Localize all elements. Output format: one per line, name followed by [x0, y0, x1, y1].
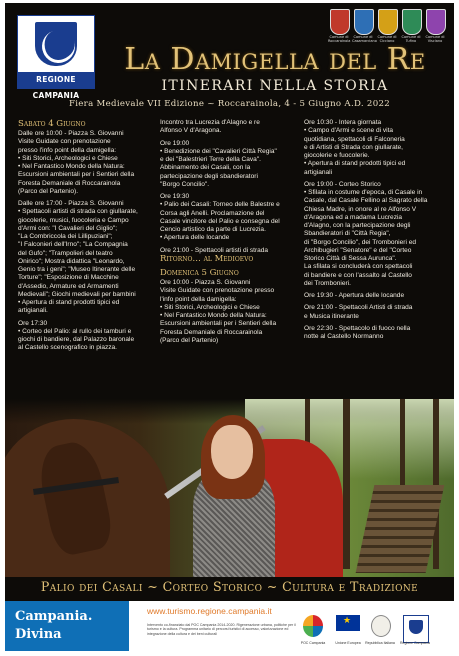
italian-republic-emblem-icon — [371, 615, 391, 637]
schedule-line: • Sfilata in costume d'epoca, di Casale in — [304, 189, 423, 196]
schedule-line: Abbinamento dei Casali, con la — [160, 164, 251, 172]
tourism-url-link[interactable]: www.turismo.regione.campania.it — [147, 606, 272, 616]
schedule-line: Archibugieri "Senatore" e del "Corteo — [304, 246, 412, 254]
schedule-line: Ore 19:00 - Corteo Storico — [304, 180, 381, 188]
campania-divina-logo — [5, 601, 129, 651]
footer-logo-caption: Regione Campania — [400, 641, 430, 645]
schedule-line: Sbandieratori di "Città Regia", — [304, 230, 391, 238]
campania-logo-line1: Campania. — [15, 609, 93, 624]
schedule-line: artigianali. — [18, 307, 48, 315]
schedule-line: di "Borgo Concilio", dei Trombonieri ed — [304, 238, 417, 246]
schedule-line: • Campo d'Armi e scene di vita — [304, 127, 394, 135]
day-heading-saturday: Sabato 4 Giugno — [18, 119, 86, 129]
schedule-line: • Spettacoli artisti di strada con giullarate, — [18, 208, 138, 216]
schedule-line: Foresta Demaniale di Roccarainola — [160, 328, 263, 336]
poster-subtitle: ITINERARI NELLA STORIA — [161, 78, 389, 94]
schedule-block — [160, 119, 296, 136]
poster-title: La Damigella del Re — [124, 42, 426, 77]
tree-trunk — [433, 399, 439, 569]
schedule-line: Casale vincitore del Palio e consegna del — [160, 217, 280, 225]
schedule-line: giocolerie e fuocolerie. — [304, 152, 370, 159]
schedule-line: Visite Guidate con prenotazione presso — [160, 287, 275, 295]
schedule-line: • Corteo del Palio: al rullo dei tamburi e — [18, 327, 132, 335]
municipal-crests — [328, 9, 450, 43]
schedule-line: giocolerie, musici, fuocoleria e Campo — [18, 216, 129, 224]
schedule-line: Ore 10:30 - Intera giornata — [304, 119, 382, 126]
schedule-line: Genio tra i geni"; "Museo Itinerante delle — [18, 266, 136, 273]
schedule-line: • Nel Fantastico Mondo della Natura: — [160, 312, 267, 319]
schedule-line: • Apertura di stand prodotti tipici ed — [18, 299, 120, 306]
schedule-line: • Apertura delle locande — [160, 234, 230, 242]
schedule-line: Ore 19:30 - Apertura delle locande — [304, 292, 405, 299]
schedule-line: del Gufo"; "Trampolieri del teatro — [18, 249, 113, 257]
damsel-on-horse-photo — [5, 399, 454, 577]
schedule-line: e di Artisti di Strada con giullarate, — [304, 143, 403, 151]
schedule-line: e dei "Balestrieri Terre della Cava". — [160, 156, 261, 163]
schedule-block — [160, 193, 296, 243]
regione-campania-logo — [17, 15, 95, 100]
program-column-2 — [160, 119, 296, 349]
schedule-line: Casale, dal Casale Fellino al Sagrato della — [304, 197, 428, 205]
schedule-block — [18, 320, 153, 353]
schedule-line: notte al Castello Normanno — [304, 333, 384, 340]
schedule-line: e Musica itinerante — [304, 312, 359, 320]
schedule-block — [304, 325, 444, 342]
event-dates-line: Fiera Medievale VII Edizione ~ Roccarainola, 4 - 5 Giugno A.D. 2022 — [68, 99, 390, 109]
schedule-line: presso l'info point della damigella: — [18, 146, 117, 154]
schedule-line: Ore 10:00 - Piazza S. Giovanni — [160, 279, 251, 286]
schedule-line: Chiesa Madre, in onore al re Alfonso V — [304, 205, 417, 213]
stone-stairs — [356, 485, 445, 573]
schedule-block — [18, 130, 153, 196]
crest-caption: Comune di Visciano — [425, 35, 445, 43]
shield-icon — [35, 22, 77, 66]
poster-tagline: Palio dei Casali ~ Corteo Storico ~ Cultura e Tradizione — [40, 579, 419, 594]
tree-trunk — [343, 399, 350, 569]
footer-logo-caption: Unione Europea — [335, 641, 361, 645]
schedule-line: l'info point della damigella: — [160, 295, 237, 303]
schedule-line: "La Combriccola dei Lillipuziani"; — [18, 233, 113, 240]
poster — [5, 3, 454, 651]
municipal-crest-icon — [426, 9, 446, 35]
schedule-block — [304, 181, 444, 288]
schedule-line: d'Aragona ed a madama Lucrezia — [304, 213, 403, 221]
schedule-line: Alfonso V d'Aragona. — [160, 127, 222, 135]
funding-notice: Intervento co-finanziato dal POC Campania 2014-2020. Rigenerazione urbana, politiche per il turismo e la cultura. Programma unitario di percorsi turistici di accesso, valorizzazione ed integrazione della cultura e dei beni culturali — [147, 623, 296, 636]
schedule-line: • Siti Storici, Archeologici e Chiese — [160, 303, 260, 311]
eu-flag-icon — [336, 615, 360, 631]
sunday-morning-schedule — [160, 279, 296, 345]
campania-logo-line2: Divina — [15, 627, 62, 642]
crest-caption: Comune di Roccarainola — [328, 35, 351, 43]
schedule-line: Ore 22:30 - Spettacolo di fuoco nella — [304, 324, 411, 332]
schedule-line: Medievali"; Giochi medievali per bambini — [18, 290, 136, 298]
schedule-line: • Nel Fantastico Mondo della Natura: — [18, 163, 125, 170]
schedule-line: • Apertura di stand prodotti tipici ed — [304, 160, 406, 168]
schedule-line: Cencio artistico da parte di Lucrezia. — [160, 226, 266, 233]
schedule-line: Dalle ore 17:00 - Piazza S. Giovanni — [18, 200, 124, 207]
schedule-line: Onirico"; Mostra didattica "Leonardo, — [18, 257, 125, 265]
saturday-schedule — [18, 130, 153, 353]
schedule-line: artigianali — [304, 168, 333, 176]
schedule-line: Corsa agli Anelli. Proclamazione del — [160, 209, 265, 217]
sunday-schedule — [304, 119, 444, 341]
schedule-line: di bandiere e con l'assalto al Castello — [304, 271, 412, 279]
schedule-line: Ore 19:30 — [160, 193, 190, 200]
schedule-line: Ore 19:00 — [160, 139, 190, 147]
schedule-line: • Benedizione dei "Cavalieri Città Regia" — [160, 147, 277, 155]
crest-caption: Comune di Tufino — [401, 35, 421, 43]
municipal-crest-icon — [354, 9, 374, 35]
crest-caption: Comune di Cicciano — [377, 35, 397, 43]
schedule-line: "I Falconieri dell'Irno"; "La Compagnia — [18, 241, 128, 249]
damsel-face — [211, 425, 253, 479]
evening-show-block — [160, 247, 296, 265]
evening-show-label: Ore 21:00 - Spettacoli artisti di strada — [160, 246, 269, 254]
footer-logo-caption: Repubblica Italiana — [365, 641, 395, 645]
saturday-evening-schedule — [160, 119, 296, 243]
municipal-crest-icon — [378, 9, 398, 35]
schedule-line: Escursioni ambientali per i Sentieri della — [160, 320, 277, 328]
schedule-line: La sfilata si concluderà con spettacoli — [304, 263, 413, 271]
schedule-line: "Borgo Concilio". — [160, 180, 210, 188]
schedule-line: d'Armi con: "I Cavalieri del Giglio"; — [18, 224, 118, 232]
schedule-block — [18, 200, 153, 316]
day-heading-sunday: Domenica 5 Giugno — [160, 268, 239, 278]
schedule-line: Incontro tra Lucrezia d'Alagno e re — [160, 119, 260, 126]
footer-logo-caption: POC Campania — [300, 641, 326, 645]
schedule-line: al Castello scenografico in piazza. — [18, 344, 117, 352]
crest-caption: Comune di Casamarciano — [352, 35, 377, 43]
schedule-line: (Parco del Partenio) — [160, 336, 219, 344]
sponsor-footer — [5, 601, 454, 651]
schedule-line: • Siti Storici, Archeologici e Chiese — [18, 154, 118, 162]
schedule-line: Storico Città di Sessa Aurunca". — [304, 255, 397, 262]
municipal-crest-icon — [402, 9, 422, 35]
program-column-3 — [304, 119, 444, 345]
schedule-line: d'Alagno, con la partecipazione degli — [304, 222, 411, 229]
schedule-line: Ore 21:00 - Spettacoli Artisti di strada — [304, 304, 413, 312]
schedule-line: Escursioni ambientali per i Sentieri della — [18, 171, 135, 179]
schedule-line: Visite Guidate con prenotazione — [18, 138, 111, 146]
logo-label: REGIONE CAMPANIA — [18, 72, 94, 88]
municipal-crest-icon — [330, 9, 350, 35]
schedule-line: dei Trombonieri. — [304, 279, 351, 287]
schedule-line: Dalle ore 10:00 - Piazza S. Giovanni — [18, 130, 124, 137]
regione-campania-small-logo-icon — [403, 615, 429, 643]
schedule-block — [304, 304, 444, 321]
schedule-line: • Palio dei Casali: Torneo delle Balestre e — [160, 201, 280, 209]
schedule-block — [304, 119, 444, 177]
schedule-line: Ore 17:30 — [18, 319, 48, 327]
schedule-block — [304, 292, 444, 300]
schedule-line: quotidiana, spettacoli di Falconeria — [304, 135, 405, 143]
schedule-line: Foresta Demaniale di Roccarainola — [18, 179, 121, 187]
schedule-line: Torture"; "Esposizione di Macchine — [18, 274, 119, 282]
evening-show-title: Ritorno… al Medioevo — [160, 253, 254, 264]
schedule-block — [160, 279, 296, 345]
schedule-block — [160, 140, 296, 190]
poc-campania-logo-icon — [303, 615, 323, 637]
schedule-line: giochi di bandiere, dal Palazzo baronale — [18, 336, 135, 343]
schedule-line: partecipazione degli sbandieratori — [160, 172, 258, 180]
schedule-line: d'Assedio, Armature ed Armamenti — [18, 282, 119, 290]
program-column-1 — [18, 119, 153, 357]
schedule-line: (Parco del Partenio). — [18, 187, 79, 195]
